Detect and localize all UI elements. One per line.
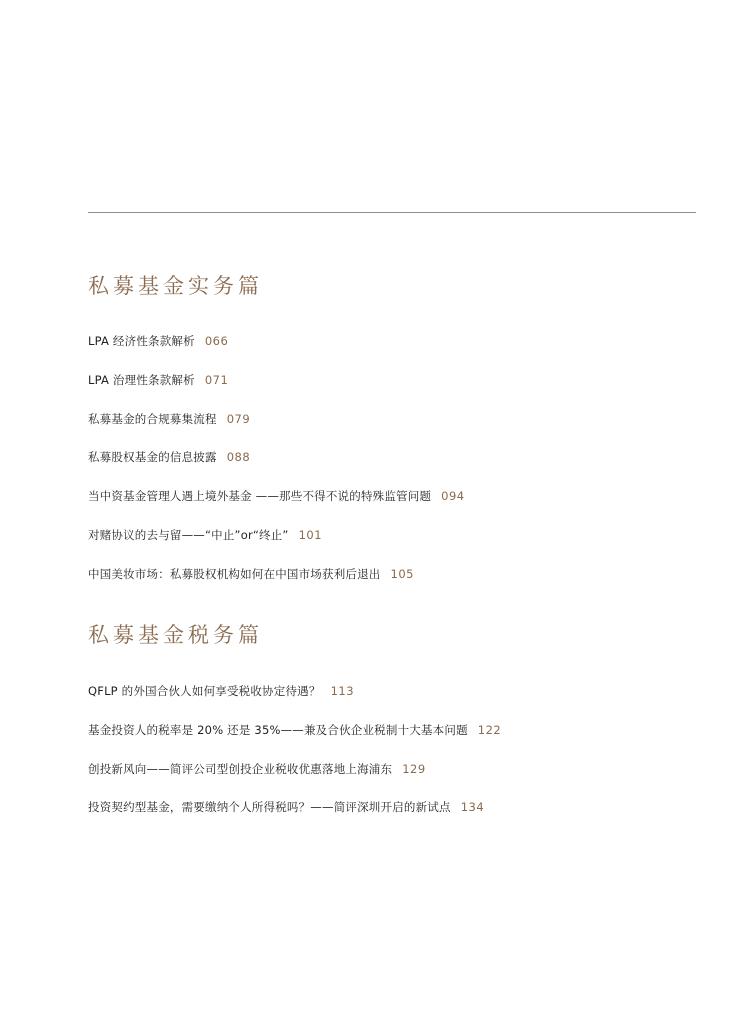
toc-entry[interactable] — [88, 526, 708, 565]
toc-entry-title: LPA 经济性条款解析 — [88, 334, 195, 348]
toc-entry-page: 105 — [390, 566, 414, 581]
toc-entry-page: 066 — [204, 334, 229, 348]
toc-entry-title: QFLP 的外国合伙人如何享受税收协定待遇？ — [88, 684, 321, 698]
section-title-tax: 私募基金税务篇 — [88, 623, 263, 647]
toc-entry-title: 当中资基金管理人遇上境外基金 ——那些不得不说的特殊监管问题 — [88, 489, 432, 504]
toc-entry[interactable] — [88, 487, 708, 526]
toc-entry[interactable] — [88, 410, 708, 449]
toc-entry-title: 创投新风向——简评公司型创投企业税收优惠落地上海浦东 — [88, 761, 393, 776]
toc-entry-page: 122 — [477, 722, 502, 737]
toc-entry[interactable] — [88, 565, 708, 604]
toc-entry-page: 113 — [330, 684, 355, 698]
toc-entry-title: 私募基金的合规募集流程 — [88, 411, 217, 426]
section-title-practice: 私募基金实务篇 — [88, 274, 263, 298]
header-divider-rule — [88, 212, 696, 213]
toc-entry-title: 投资契约型基金，需要缴纳个人所得税吗？——简评深圳开启的新试点 — [88, 800, 451, 815]
toc-entry-page: 134 — [460, 800, 485, 815]
toc-list-tax — [88, 682, 708, 837]
toc-entry-page: 094 — [441, 489, 465, 504]
toc-list-practice — [88, 332, 708, 604]
toc-entry-title: 私募股权基金的信息披露 — [88, 450, 217, 465]
toc-entry-title: LPA 治理性条款解析 — [88, 372, 195, 387]
toc-entry[interactable] — [88, 332, 708, 371]
toc-entry[interactable] — [88, 721, 708, 760]
toc-entry-page: 129 — [402, 761, 426, 776]
toc-entry[interactable] — [88, 798, 708, 837]
toc-entry-page: 071 — [204, 372, 229, 387]
toc-entry-title: 中国美妆市场：私募股权机构如何在中国市场获利后退出 — [88, 566, 381, 581]
toc-entry-title: 对赌协议的去与留——“中止”or“终止” — [88, 527, 289, 542]
toc-entry[interactable] — [88, 448, 708, 487]
toc-entry[interactable] — [88, 682, 708, 721]
toc-entry[interactable] — [88, 760, 708, 799]
toc-entry-title: 基金投资人的税率是 20% 还是 35%——兼及合伙企业税制十大基本问题 — [88, 722, 468, 737]
toc-entry[interactable] — [88, 371, 708, 410]
toc-entry-page: 101 — [298, 527, 323, 542]
toc-entry-page: 088 — [226, 450, 251, 465]
toc-entry-page: 079 — [226, 411, 251, 426]
